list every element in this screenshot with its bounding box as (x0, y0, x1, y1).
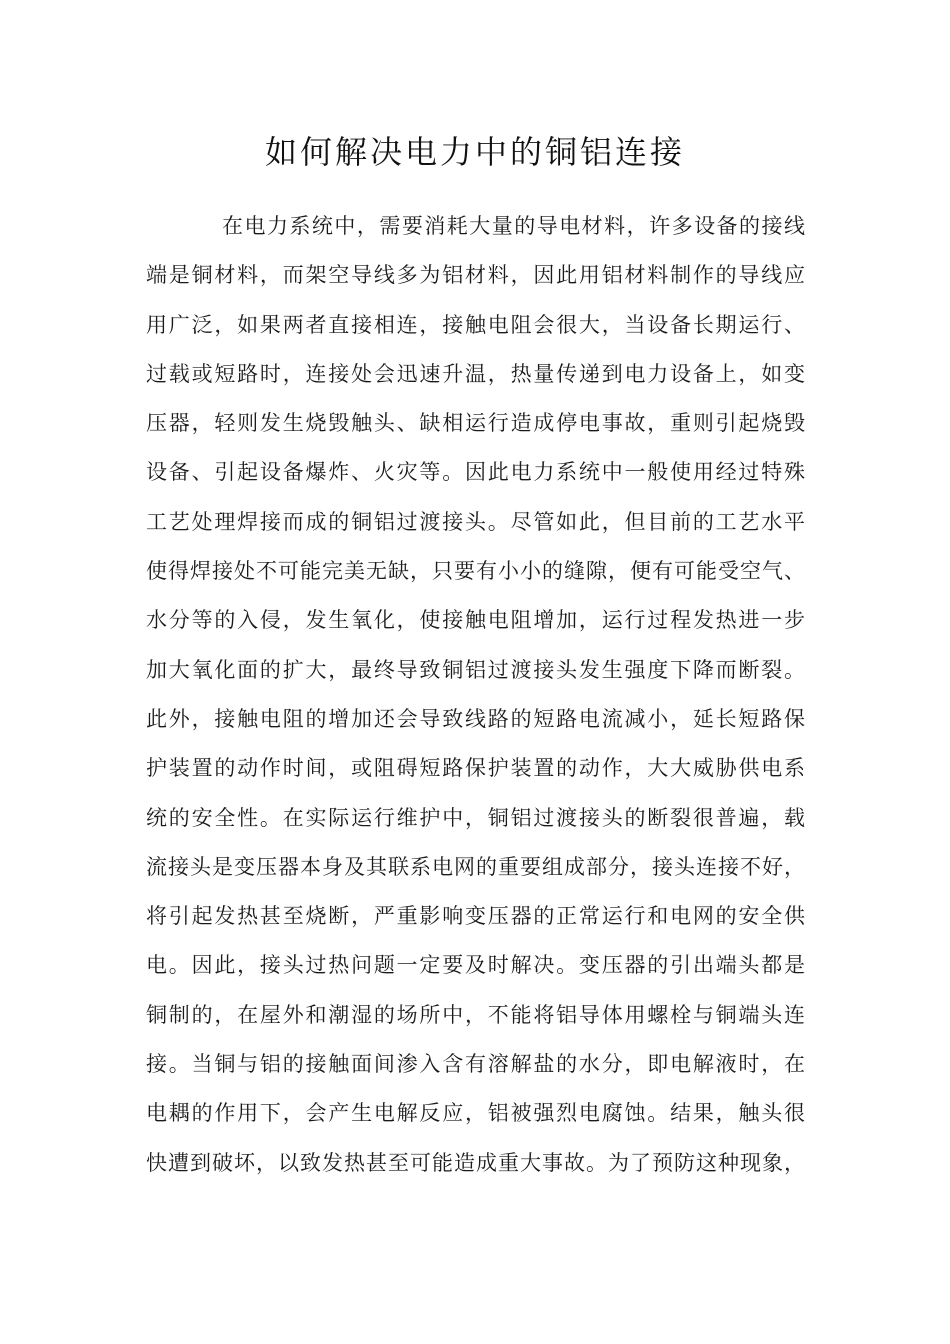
paragraph-line: 加大氧化面的扩大，最终导致铜铝过渡接头发生强度下降而断裂。 (146, 657, 806, 682)
paragraph-line: 统的安全性。在实际运行维护中，铜铝过渡接头的断裂很普遍，载 (146, 805, 806, 830)
document-title: 如何解决电力中的铜铝连接 (264, 133, 685, 171)
paragraph-line: 流接头是变压器本身及其联系电网的重要组成部分，接头连接不好， (146, 854, 806, 879)
document-body (146, 202, 806, 1188)
paragraph-line: 接。当铜与铝的接触面间渗入含有溶解盐的水分，即电解液时，在 (146, 1052, 806, 1077)
paragraph-line: 端是铜材料，而架空导线多为铝材料，因此用铝材料制作的导线应 (146, 263, 806, 288)
paragraph-line: 设备、引起设备爆炸、火灾等。因此电力系统中一般使用经过特殊 (146, 460, 806, 485)
paragraph-line: 护装置的动作时间，或阻碍短路保护装置的动作，大大威胁供电系 (146, 756, 806, 781)
paragraph-line: 快遭到破坏，以致发热甚至可能造成重大事故。为了预防这种现象， (146, 1150, 806, 1175)
paragraph-line: 使得焊接处不可能完美无缺，只要有小小的缝隙，便有可能受空气、 (146, 559, 806, 584)
paragraph-line: 工艺处理焊接而成的铜铝过渡接头。尽管如此，但目前的工艺水平 (146, 509, 806, 534)
paragraph-line: 铜制的，在屋外和潮湿的场所中，不能将铝导体用螺栓与铜端头连 (146, 1002, 806, 1027)
paragraph-line: 用广泛，如果两者直接相连，接触电阻会很大，当设备长期运行、 (146, 312, 806, 337)
paragraph-line: 将引起发热甚至烧断，严重影响变压器的正常运行和电网的安全供 (146, 904, 806, 929)
paragraph-line: 此外，接触电阻的增加还会导致线路的短路电流减小，延长短路保 (146, 706, 806, 731)
paragraph-line: 压器，轻则发生烧毁触头、缺相运行造成停电事故，重则引起烧毁 (146, 411, 806, 436)
paragraph-line: 电。因此，接头过热问题一定要及时解决。变压器的引出端头都是 (146, 953, 806, 978)
paragraph-line: 水分等的入侵，发生氧化，使接触电阻增加，运行过程发热进一步 (146, 608, 806, 633)
paragraph-line: 过载或短路时，连接处会迅速升温，热量传递到电力设备上，如变 (146, 361, 806, 386)
paragraph-line: 电耦的作用下，会产生电解反应，铝被强烈电腐蚀。结果，触头很 (146, 1101, 806, 1126)
paragraph-line: 在电力系统中，需要消耗大量的导电材料，许多设备的接线 (222, 214, 806, 238)
